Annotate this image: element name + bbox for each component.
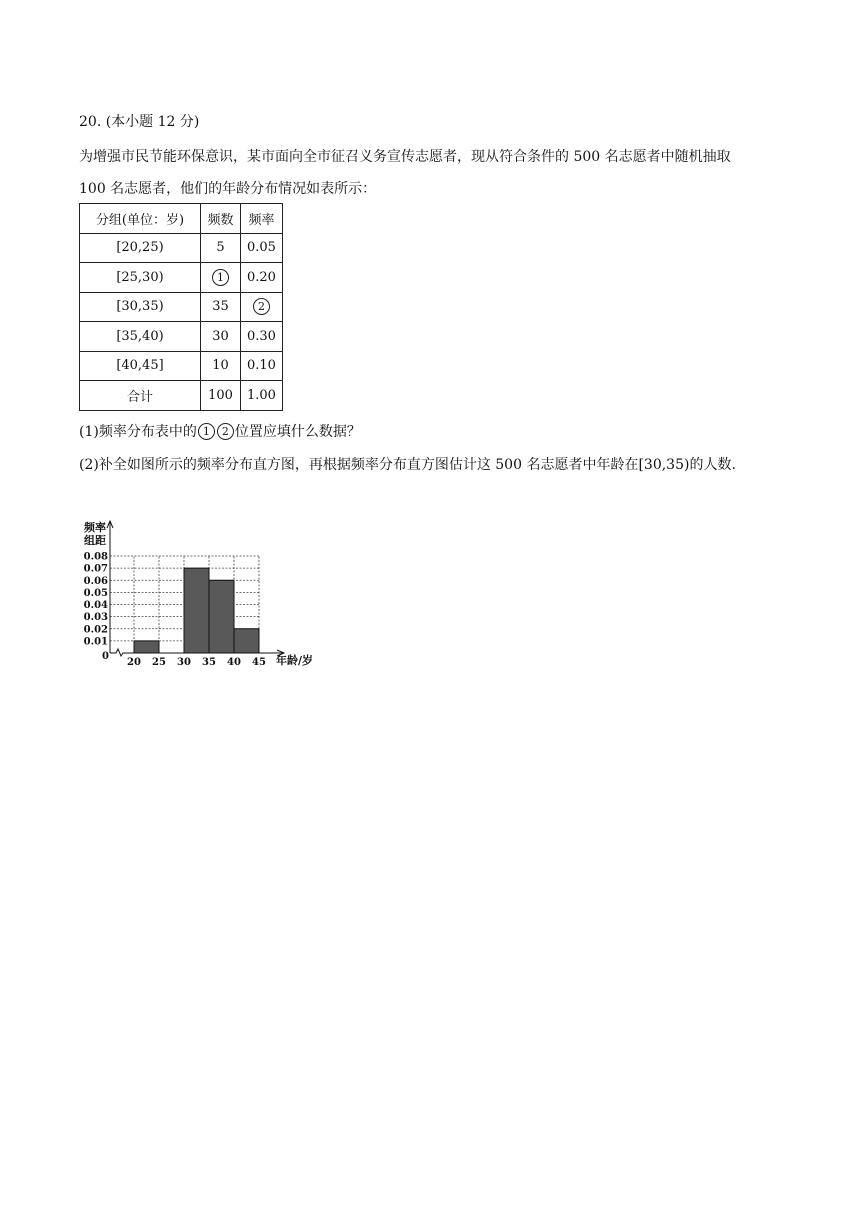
- histogram-bar: [184, 568, 209, 653]
- x-tick-label: 45: [252, 657, 266, 668]
- x-tick-label: 20: [127, 657, 141, 668]
- y-tick-label: 0.06: [83, 575, 108, 587]
- table-row: [80, 351, 283, 381]
- y-axis-label-top: 频率: [84, 521, 106, 534]
- y-tick-label: 0.01: [83, 636, 108, 648]
- histogram-bar: [209, 580, 234, 653]
- table-header-row: [80, 204, 283, 234]
- origin-label: 0: [102, 651, 109, 662]
- table-cell: 35: [201, 292, 241, 322]
- table-row-total: [80, 381, 283, 411]
- problem-intro-line1: 为增强市民节能环保意识，某市面向全市征召义务宣传志愿者，现从符合条件的 500 名志愿者中随机抽取: [79, 149, 731, 165]
- question-1-marker-1: 1: [198, 423, 215, 440]
- table-cell: [30,35): [80, 292, 201, 322]
- y-tick-label: 0.03: [83, 612, 108, 624]
- histogram-bar: [134, 641, 159, 653]
- x-axis-label: 年龄/岁: [276, 654, 314, 667]
- table-cell: [201, 263, 241, 293]
- question-1-prefix: (1)频率分布表中的: [79, 424, 197, 440]
- x-tick-label: 35: [202, 657, 216, 668]
- y-tick-label: 0.04: [83, 600, 108, 611]
- question-2: (2)补全如图所示的频率分布直方图，再根据频率分布直方图估计这 500 名志愿者中年龄在[30,35)的人数.: [79, 457, 736, 473]
- table-row: [80, 322, 283, 352]
- x-tick-label: 25: [152, 657, 166, 668]
- y-tick-label: 0.07: [83, 563, 108, 575]
- x-tick-label: 40: [227, 657, 241, 668]
- table-cell: [20,25): [80, 233, 201, 263]
- histogram-bar: [234, 629, 259, 653]
- table-cell: [241, 292, 283, 322]
- table-cell: 5: [201, 233, 241, 263]
- problem-header: 20. (本小题 12 分): [79, 114, 200, 130]
- table-row: [80, 263, 283, 293]
- table-header: 分组(单位：岁): [80, 204, 201, 234]
- table-cell: 30: [201, 322, 241, 352]
- table-cell: 0.20: [241, 263, 283, 293]
- table-cell: 100: [201, 381, 241, 411]
- y-tick-label: 0.08: [83, 551, 108, 563]
- x-tick-label: 30: [177, 657, 191, 668]
- question-1-marker-2: 2: [217, 423, 234, 440]
- table-cell: 1.00: [241, 381, 283, 411]
- y-tick-label: 0.02: [83, 624, 108, 636]
- table-row: [80, 292, 283, 322]
- blank-marker-1: 1: [212, 269, 229, 286]
- problem-intro-line2: 100 名志愿者，他们的年龄分布情况如表所示：: [79, 181, 377, 197]
- frequency-histogram: [70, 512, 340, 677]
- y-axis-label-bottom: 组距: [84, 534, 106, 547]
- blank-marker-2: 2: [253, 298, 270, 315]
- table-cell: 0.30: [241, 322, 283, 352]
- table-cell: [35,40): [80, 322, 201, 352]
- question-1: [79, 422, 361, 442]
- table-cell: 0.10: [241, 351, 283, 381]
- table-header: 频数: [201, 204, 241, 234]
- table-cell: 0.05: [241, 233, 283, 263]
- table-header: 频率: [241, 204, 283, 234]
- frequency-table: [79, 203, 283, 411]
- table-cell: [40,45]: [80, 351, 201, 381]
- table-cell: 10: [201, 351, 241, 381]
- table-cell: 合计: [80, 381, 201, 411]
- table-cell: [25,30): [80, 263, 201, 293]
- question-1-suffix: 位置应填什么数据？: [234, 424, 361, 440]
- y-tick-label: 0.05: [83, 587, 108, 599]
- table-row: [80, 233, 283, 263]
